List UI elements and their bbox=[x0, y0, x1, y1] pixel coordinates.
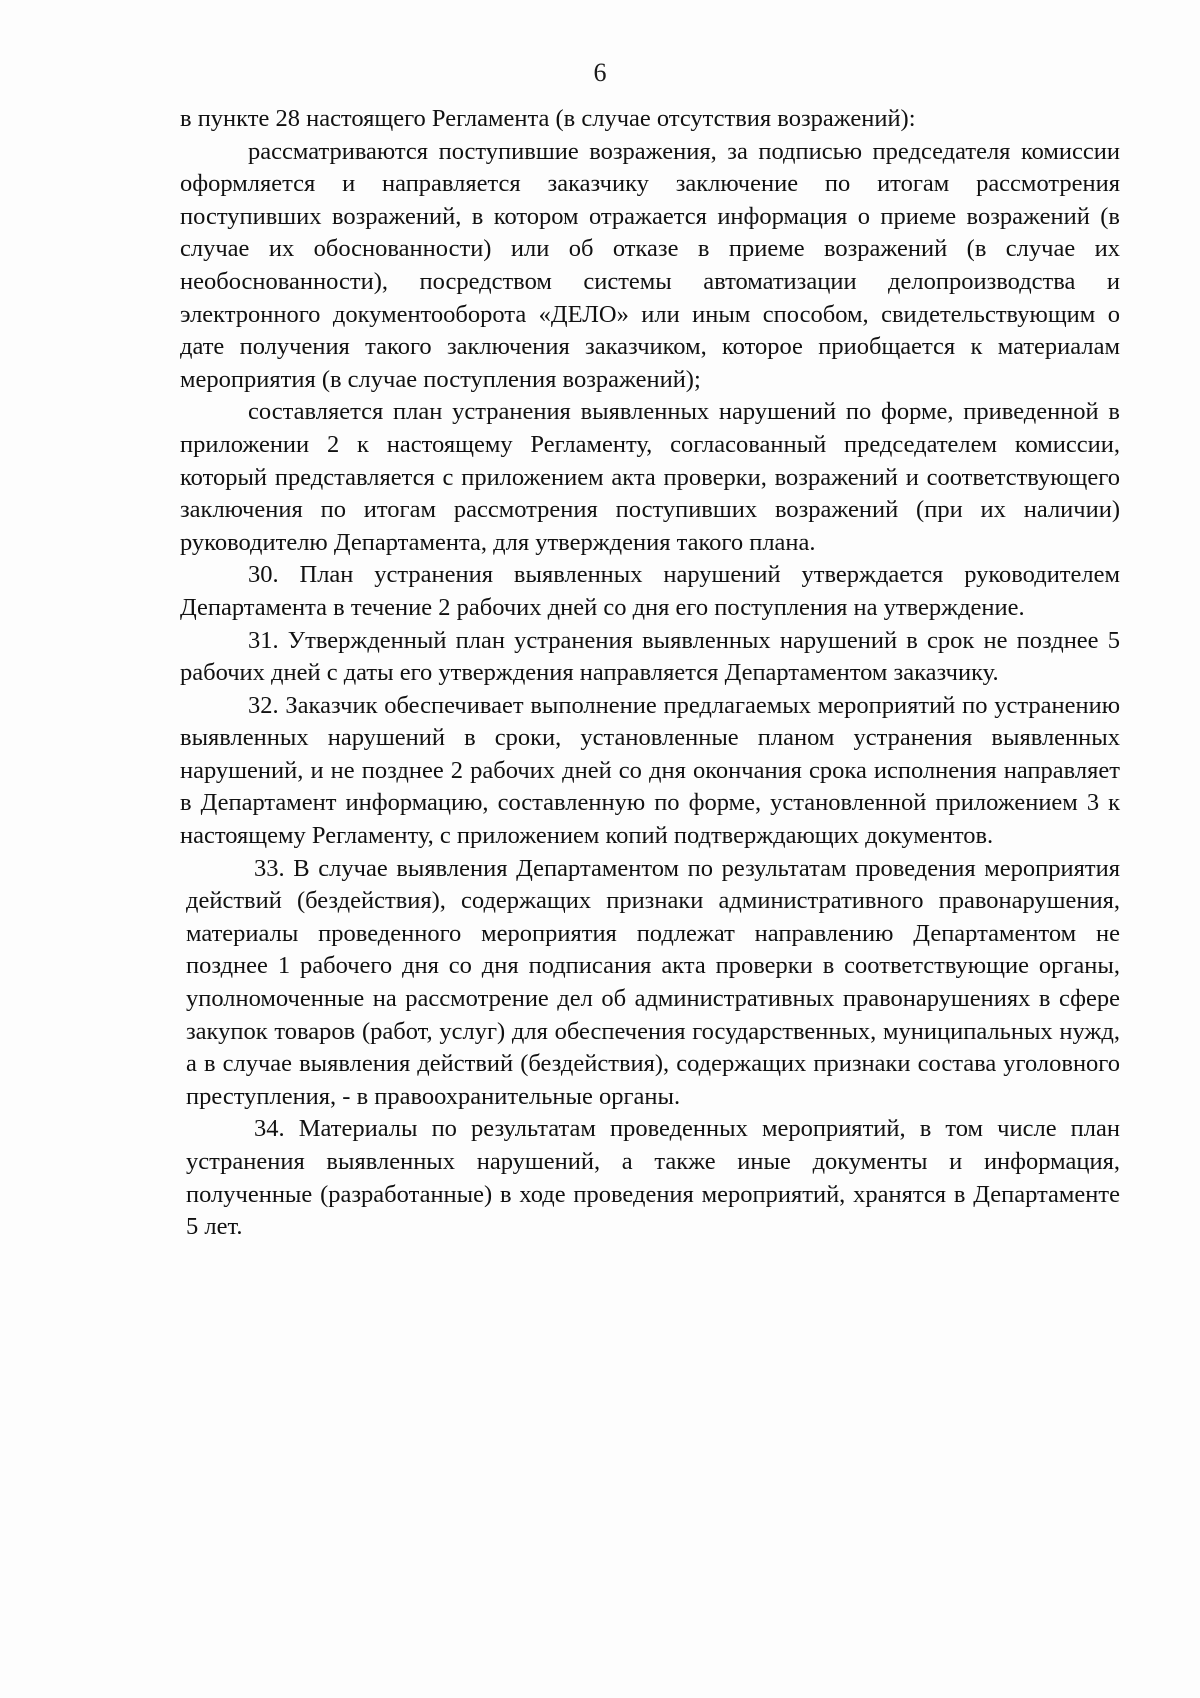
page-number: 6 bbox=[593, 58, 607, 87]
paragraph-item-34: 34. Материалы по результатам проведенных мероприятий, в том числе план устранения выявленных нарушений, а также иные документы и информация, полученные (разработанные) в ходе проведения мероприятий, хранятся в Департаменте 5 лет. bbox=[186, 1115, 1120, 1241]
document-body bbox=[180, 103, 1120, 1244]
paragraph-objections-review: рассматриваются поступившие возражения, за подписью председателя комиссии оформляется и направляется заказчику заключение по итогам рассмотрения поступивших возражений, в котором отражается информация о приеме возражений (в случае их обоснованности) или об отказе в приеме возражений (в случае их необоснованности), посредством системы автоматизации делопроизводства и электронного документооборота «ДЕЛО» или иным способом, свидетельствующим о дате получения такого заключения заказчиком, которое приобщается к материалам мероприятия (в случае поступления возражений); bbox=[180, 137, 1120, 393]
paragraph-item-33: 33. В случае выявления Департаментом по результатам проведения мероприятия действий (бездействия), содержащих признаки административного правонарушения, материалы проведенного мероприятия подлежат направлению Департаментом не позднее 1 рабочего дня со дня подписания акта проверки в соответствующие органы, уполномоченные на рассмотрение дел об административных правонарушениях в сфере закупок товаров (работ, услуг) для обеспечения государственных, муниципальных нужд, а в случае выявления действий (бездействия), содержащих признаки состава уголовного преступления, - в правоохранительные органы. bbox=[186, 854, 1120, 1110]
paragraph-item-31: 31. Утвержденный план устранения выявленных нарушений в срок не позднее 5 рабочих дней с даты его утверждения направляется Департаментом заказчику. bbox=[180, 626, 1120, 687]
paragraph-remediation-plan: составляется план устранения выявленных нарушений по форме, приведенной в приложении 2 к настоящему Регламенту, согласованный председателем комиссии, который представляется с приложением акта проверки, возражений и соответствующего заключения по итогам рассмотрения поступивших возражений (при их наличии) руководителю Департамента, для утверждения такого плана. bbox=[180, 398, 1120, 556]
paragraph-continuation: в пункте 28 настоящего Регламента (в случае отсутствия возражений): bbox=[180, 105, 916, 132]
paragraph-item-30: 30. План устранения выявленных нарушений утверждается руководителем Департамента в течение 2 рабочих дней со дня его поступления на утверждение. bbox=[180, 561, 1120, 621]
paragraph-item-32: 32. Заказчик обеспечивает выполнение предлагаемых мероприятий по устранению выявленных нарушений в сроки, установленные планом устранения выявленных нарушений, и не позднее 2 рабочих дней со дня окончания срока исполнения направляет в Департамент информацию, составленную по форме, установленной приложением 3 к настоящему Регламенту, с приложением копий подтверждающих документов. bbox=[180, 691, 1120, 850]
